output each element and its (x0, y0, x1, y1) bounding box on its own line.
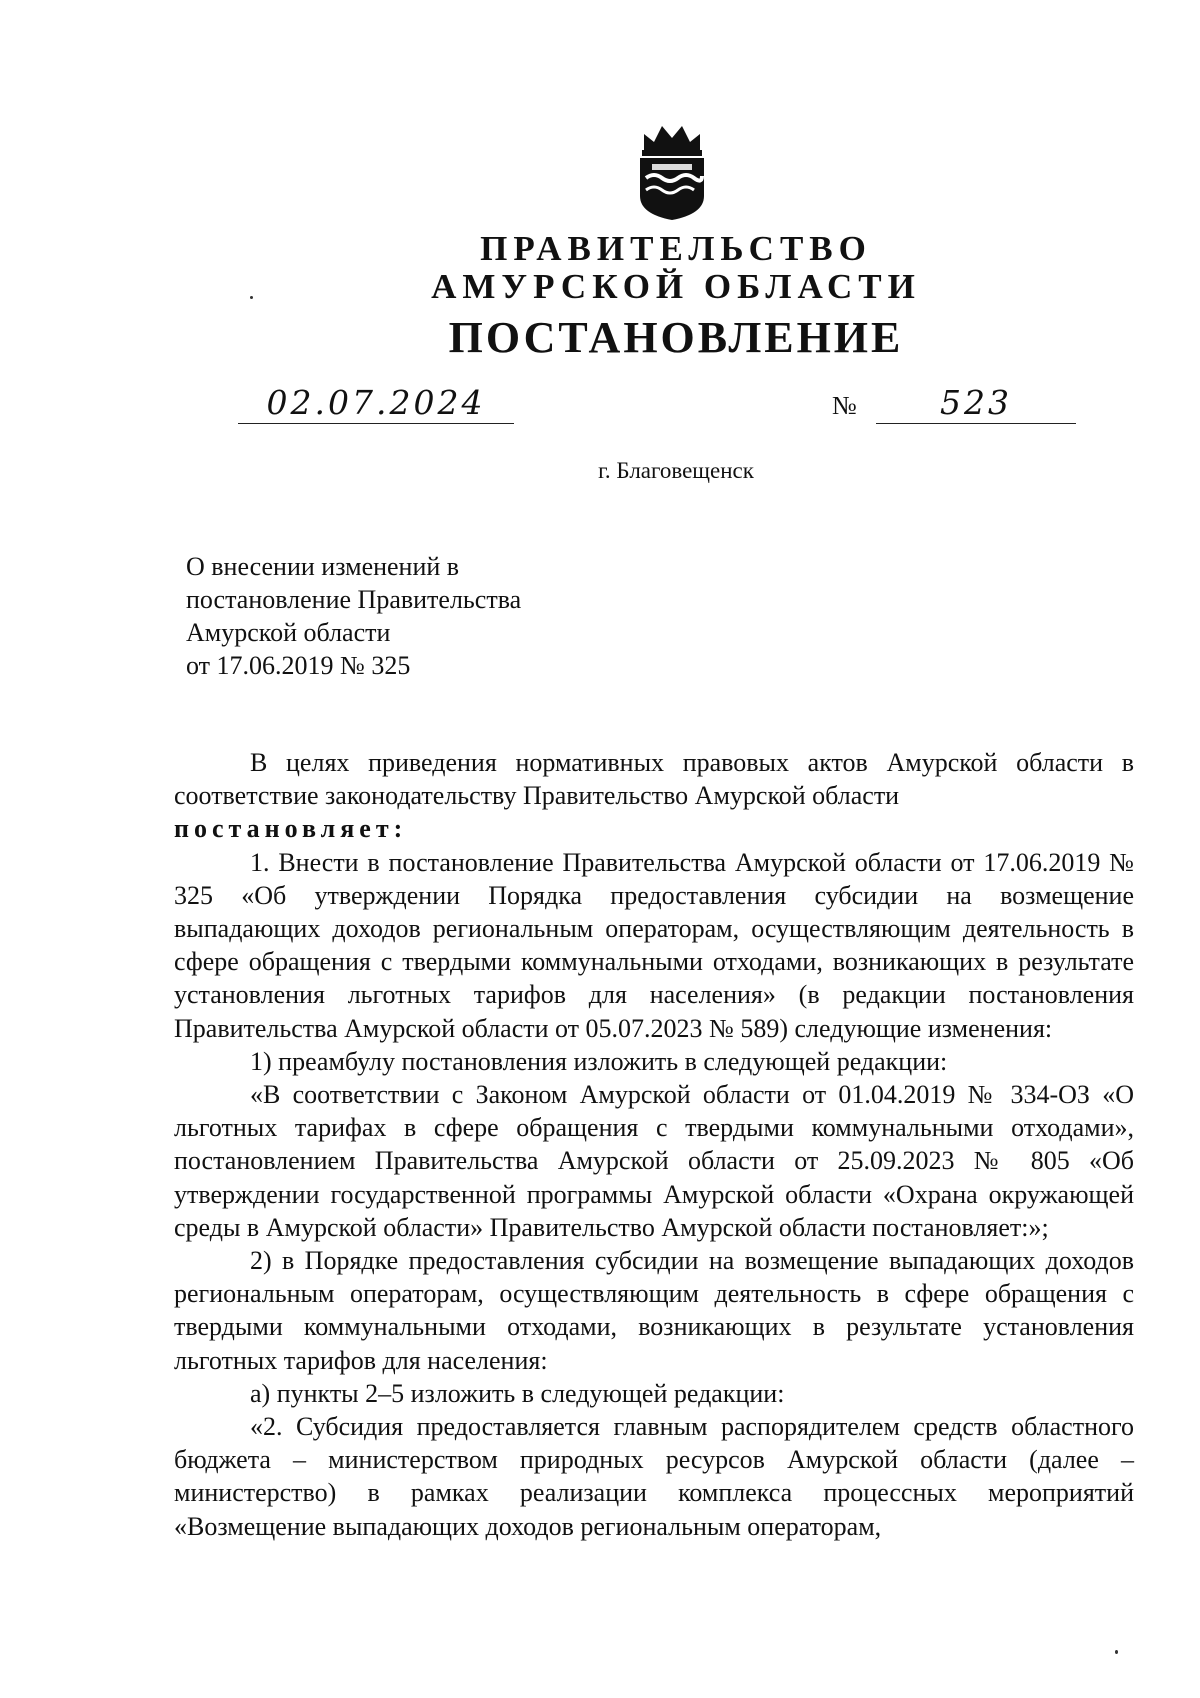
subject-line: О внесении изменений в (186, 552, 460, 581)
paragraph-preamble: В целях приведения нормативных правовых актов Амурской области в соответствие законодательству Правительство Амурской области (174, 748, 1134, 811)
coat-of-arms-icon (632, 122, 712, 222)
organization-name-line1: ПРАВИТЕЛЬСТВО (480, 229, 872, 268)
decree-word (174, 812, 1134, 845)
paragraph-item-1: 1. Внести в постановление Правительства Амурской области от 17.06.2019 № 325 «Об утверждении Порядка предоставления субсидии на возмещение выпадающих доходов региональным операторам, осуществляющим деятельность в сфере обращения с твердыми коммунальными отходами, возникающих в результате установления льготных тарифов для населения» (в редакции постановления Правительства Амурской области от 05.07.2023 № 589) следующие изменения: (174, 847, 1134, 1043)
subject-line: Амурской области (186, 618, 391, 647)
document-body (174, 746, 1134, 1543)
number-label: № (832, 391, 857, 420)
decree-word-text: постановляет: (174, 814, 408, 844)
scan-speck (250, 296, 253, 299)
paragraph-subitem-a: а) пункты 2–5 изложить в следующей редакции: (250, 1378, 785, 1408)
subject-line: постановление Правительства (186, 585, 522, 614)
subject-line: от 17.06.2019 № 325 (186, 651, 411, 680)
document-number: 523 (876, 383, 1076, 424)
document-subject (186, 550, 686, 682)
paragraph-subitem-1: 1) преамбулу постановления изложить в следующей редакции: (250, 1046, 948, 1076)
document-date: 02.07.2024 (238, 383, 514, 424)
scan-speck (1115, 1650, 1118, 1654)
paragraph-quote-preamble: «В соответствии с Законом Амурской области от 01.04.2019 № 334-ОЗ «О льготных тарифах в сфере обращения с твердыми коммунальными отходами», постановлением Правительства Амурской области от 25.09.2023 № 805 «Об утверждении государственной программы Амурской области «Охрана окружающей среды в Амурской области» Правительство Амурской области постановляет:»; (174, 1080, 1134, 1242)
paragraph-quote-item-2: «2. Субсидия предоставляется главным распорядителем средств областного бюджета – министерством природных ресурсов Амурской области (далее – министерство) в рамках реализации комплекса процессных мероприятий «Возмещение выпадающих доходов региональным операторам, (174, 1412, 1134, 1541)
city-name: г. Благовещенск (598, 458, 754, 483)
document-type-title: ПОСТАНОВЛЕНИЕ (448, 313, 904, 362)
paragraph-subitem-2: 2) в Порядке предоставления субсидии на возмещение выпадающих доходов региональным операторам, осуществляющим деятельность в сфере обращения с твердыми коммунальными отходами, возникающих в результате установления льготных тарифов для населения: (174, 1246, 1134, 1375)
organization-name-line2: АМУРСКОЙ ОБЛАСТИ (431, 267, 921, 306)
